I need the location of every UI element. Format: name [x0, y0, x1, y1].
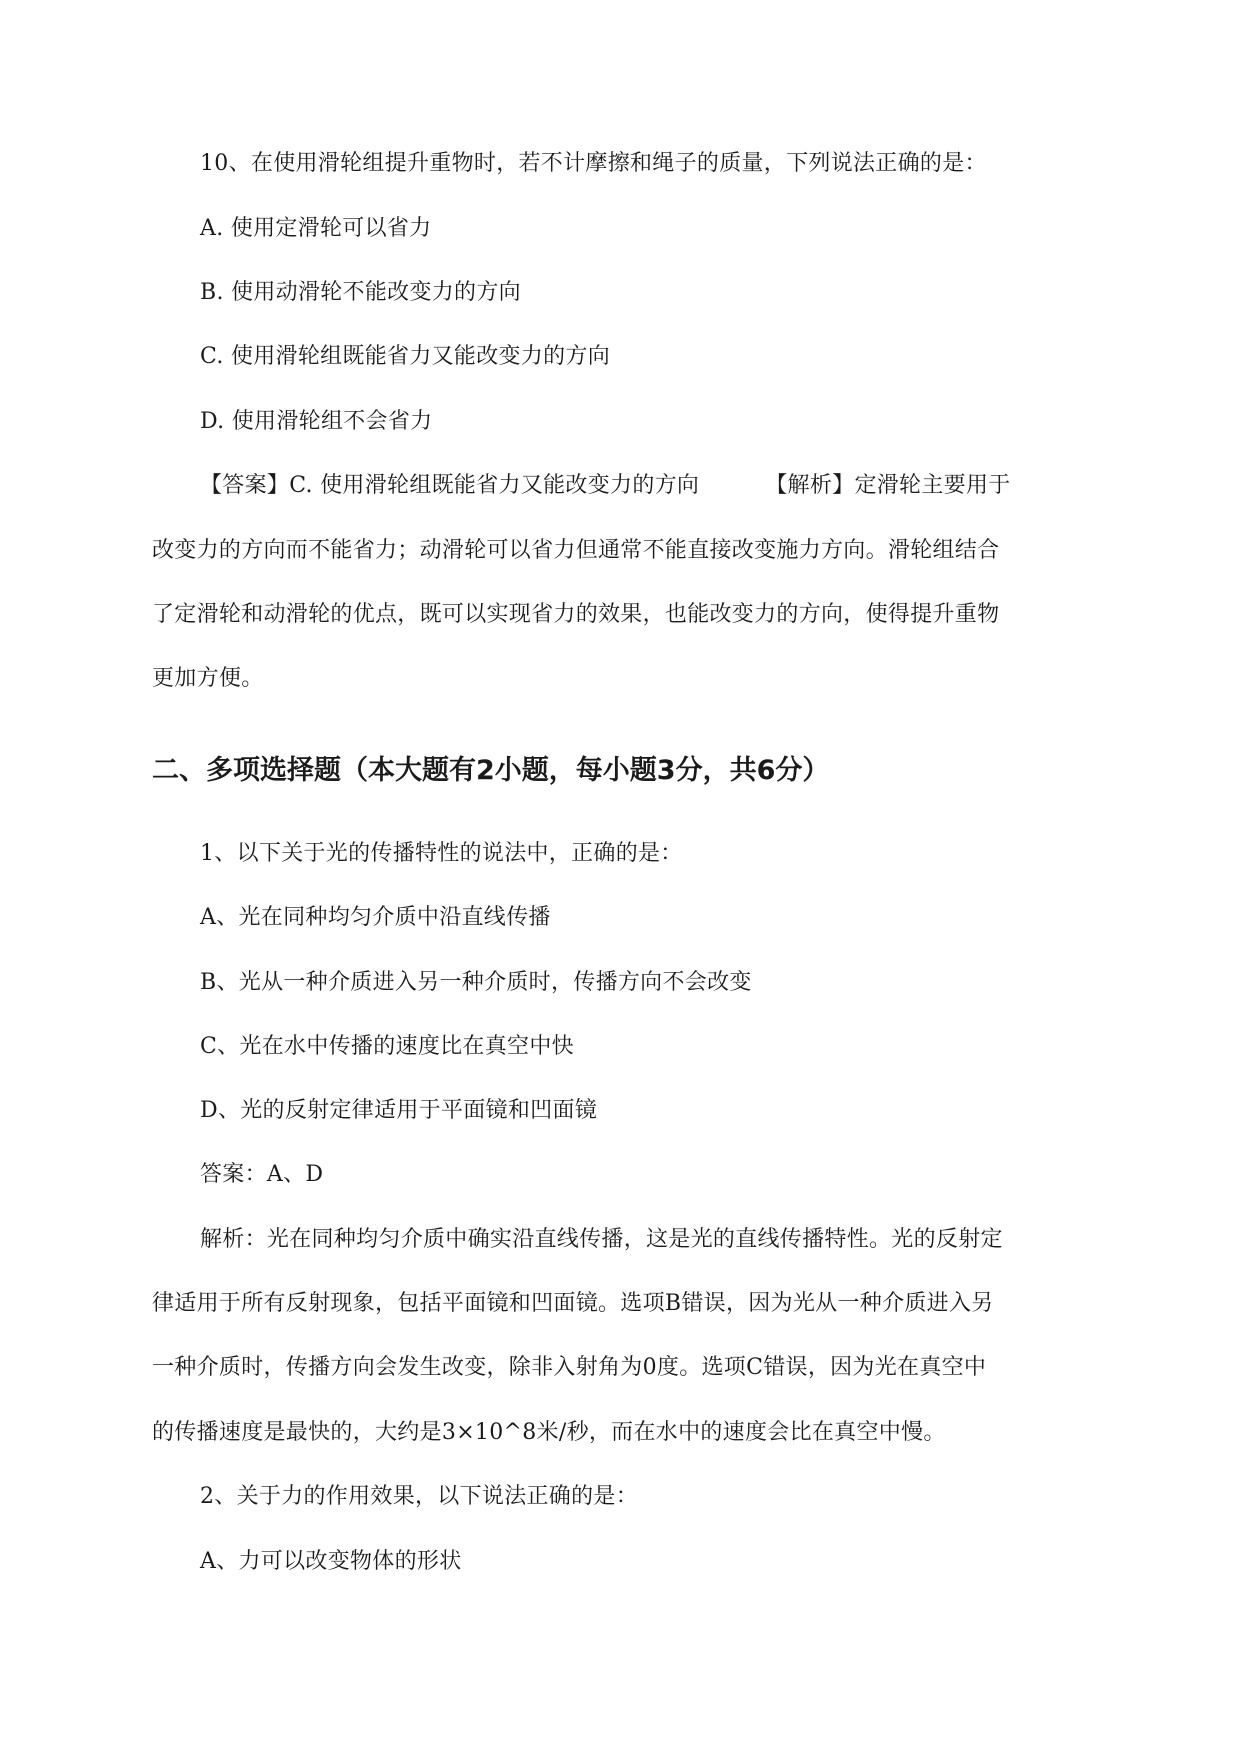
question-10-stem: 10、在使用滑轮组提升重物时，若不计摩擦和绳子的质量，下列说法正确的是：	[200, 151, 987, 176]
question-1-option-c: C、光在水中传播的速度比在真空中快	[200, 1034, 574, 1059]
section-heading: 二、多项选择题（本大题有2小题，每小题3分，共6分）	[152, 755, 830, 786]
question-1-analysis-line: 一种介质时，传播方向会发生改变，除非入射角为0度。选项C错误，因为光在真空中	[152, 1355, 987, 1380]
question-10-analysis-line: 改变力的方向而不能省力；动滑轮可以省力但通常不能直接改变施力方向。滑轮组结合	[152, 538, 1000, 563]
question-2-option-a: A、力可以改变物体的形状	[200, 1549, 462, 1574]
question-10-option-c: C. 使用滑轮组既能省力又能改变力的方向	[200, 344, 611, 369]
question-10-answer-line	[200, 471, 1011, 501]
question-10-option-d: D. 使用滑轮组不会省力	[200, 409, 433, 434]
question-10-option-a: A. 使用定滑轮可以省力	[200, 216, 432, 241]
question-1-option-a: A、光在同种均匀介质中沿直线传播	[200, 905, 551, 930]
question-10-analysis-line: 了定滑轮和动滑轮的优点，既可以实现省力的效果，也能改变力的方向，使得提升重物	[152, 602, 1000, 627]
question-1-stem: 1、以下关于光的传播特性的说法中，正确的是：	[200, 841, 683, 866]
question-1-analysis-line: 的传播速度是最快的，大约是3×10^8米/秒，而在水中的速度会比在真空中慢。	[152, 1420, 946, 1445]
question-10-answer: 【答案】C. 使用滑轮组既能省力又能改变力的方向	[200, 473, 700, 498]
question-10-analysis-start: 【解析】定滑轮主要用于	[765, 473, 1011, 498]
question-1-option-b: B、光从一种介质进入另一种介质时，传播方向不会改变	[200, 970, 752, 995]
question-1-option-d: D、光的反射定律适用于平面镜和凹面镜	[200, 1098, 598, 1123]
question-1-analysis-line: 律适用于所有反射现象，包括平面镜和凹面镜。选项B错误，因为光从一种介质进入另	[152, 1291, 994, 1316]
question-2-stem: 2、关于力的作用效果，以下说法正确的是：	[200, 1484, 638, 1509]
question-1-analysis-line: 解析：光在同种均匀介质中确实沿直线传播，这是光的直线传播特性。光的反射定	[200, 1227, 1003, 1252]
question-10-analysis-line: 更加方便。	[152, 666, 264, 691]
question-1-answer: 答案：A、D	[200, 1162, 324, 1187]
question-10-option-b: B. 使用动滑轮不能改变力的方向	[200, 280, 521, 305]
